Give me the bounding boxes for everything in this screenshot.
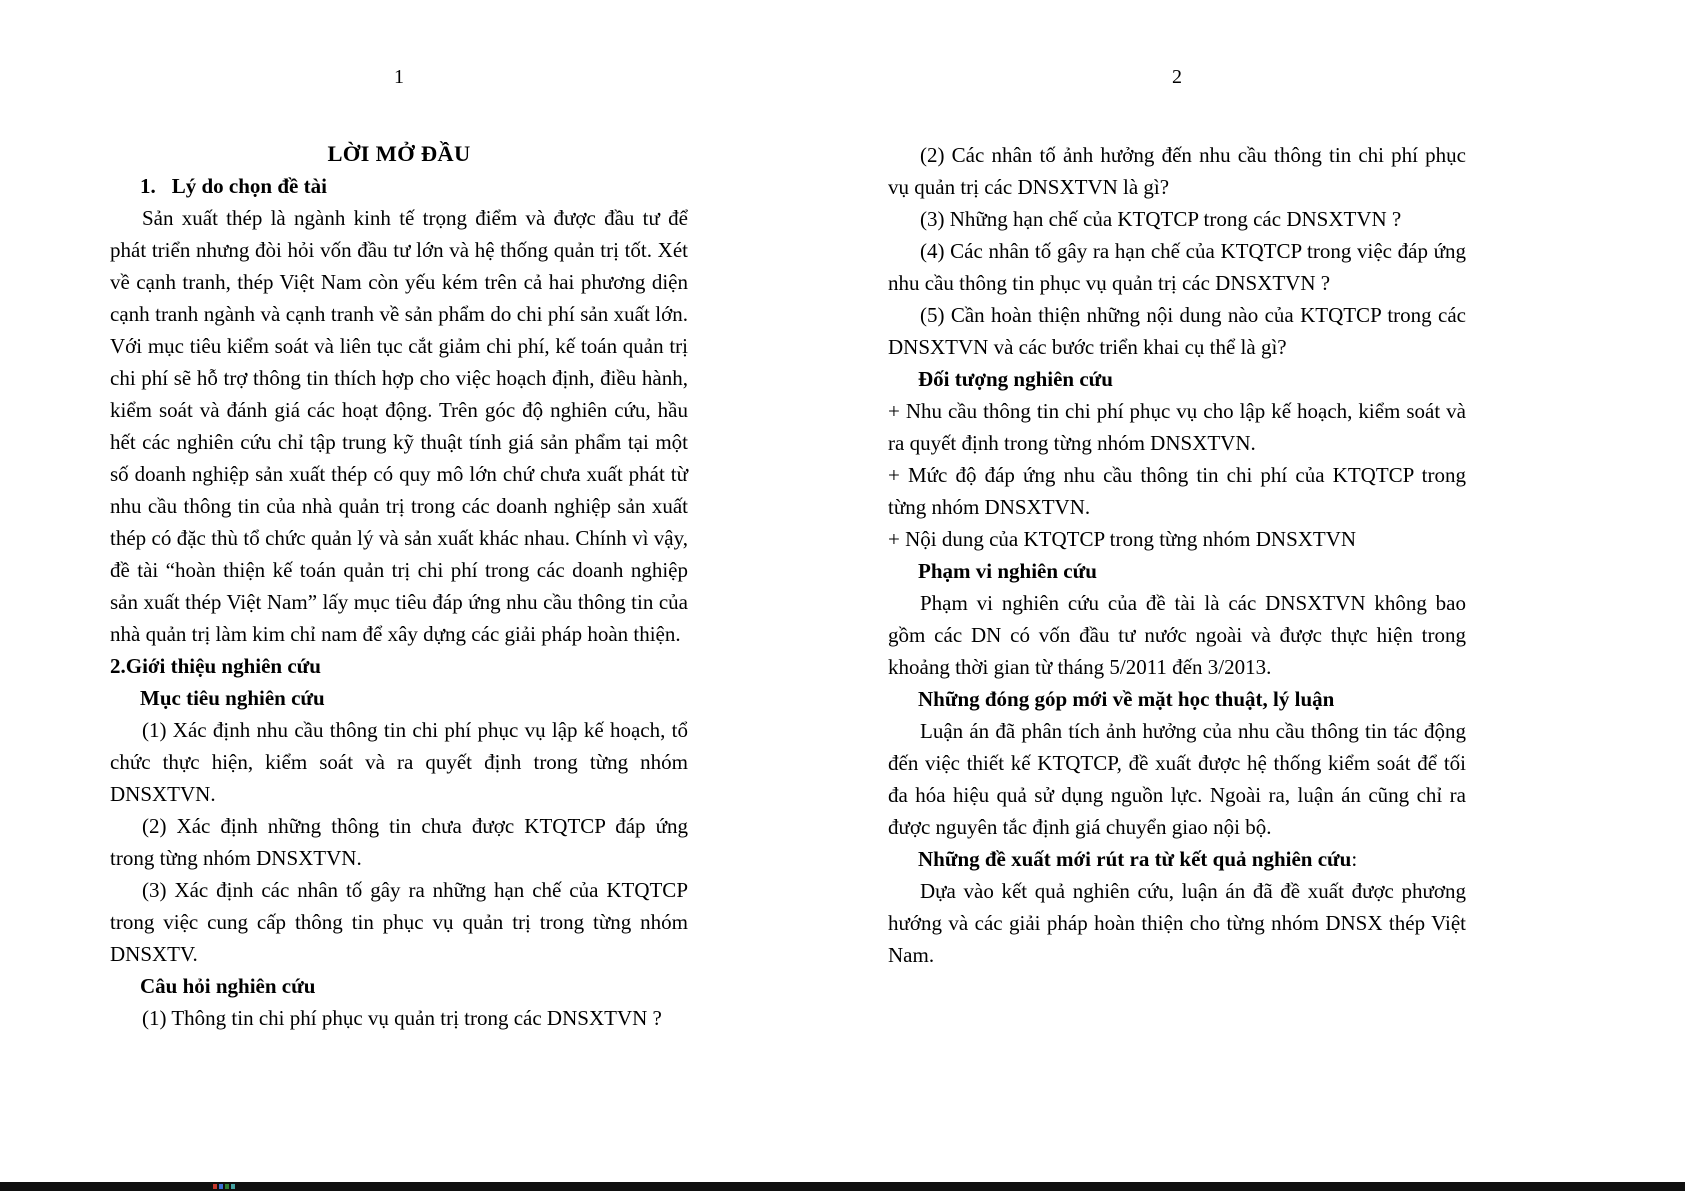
subject-item: + Mức độ đáp ứng nhu cầu thông tin chi phí của KTQTCP trong từng nhóm DNSXTVN. — [888, 463, 1466, 519]
subject-item: + Nhu cầu thông tin chi phí phục vụ cho lập kế hoạch, kiểm soát và ra quyết định trong từng nhóm DNSXTVN. — [888, 399, 1466, 455]
taskbar-dot — [219, 1184, 223, 1189]
objective-item: (3) Xác định các nhân tố gây ra những hạn chế của KTQTCP trong việc cung cấp thông tin phục vụ quản trị trong từng nhóm DNSXTV. — [110, 878, 688, 966]
intro-paragraph: Sản xuất thép là ngành kinh tế trọng điểm và được đầu tư để phát triển nhưng đòi hỏi vốn đầu tư lớn và hệ thống quản trị tốt. Xét về cạnh tranh, thép Việt Nam còn yếu kém trên cả hai phương diện cạnh tranh ngành và cạnh tranh về sản phẩm do chi phí sản xuất lớn. Với mục tiêu kiểm soát và liên tục cắt giảm chi phí, kế toán quản trị chi phí sẽ hỗ trợ thông tin thích hợp cho việc hoạch định, điều hành, kiểm soát và đánh giá các hoạt động. Trên góc độ nghiên cứu, hầu hết các nghiên cứu chỉ tập trung kỹ thuật tính giá sản phẩm tại một số doanh nghiệp sản xuất thép có quy mô lớn chứ chưa xuất phát từ nhu cầu thông tin của nhà quản trị trong các doanh nghiệp sản xuất thép có đặc thù tổ chức quản lý và sản xuất khác nhau. Chính vì vậy, đề tài “hoàn thiện kế toán quản trị chi phí trong các doanh nghiệp sản xuất thép Việt Nam” lấy mục tiêu đáp ứng nhu cầu thông tin của nhà quản trị làm kim chỉ nam để xây dựng các giải pháp hoàn thiện. — [110, 206, 688, 646]
proposals-paragraph: Dựa vào kết quả nghiên cứu, luận án đã đề xuất được phương hướng và các giải pháp hoàn thiện cho từng nhóm DNSX thép Việt Nam. — [888, 879, 1466, 967]
section-1-heading-number: 1. — [140, 174, 156, 198]
questions-heading: Câu hỏi nghiên cứu — [140, 974, 316, 998]
section-2-heading: 2.Giới thiệu nghiên cứu — [110, 654, 321, 678]
objective-item: (2) Xác định những thông tin chưa được KTQTCP đáp ứng trong từng nhóm DNSXTVN. — [110, 814, 688, 870]
document-page-1 — [110, 0, 688, 1034]
document-title: LỜI MỞ ĐẦU — [327, 141, 471, 166]
contributions-heading: Những đóng góp mới về mặt học thuật, lý luận — [918, 687, 1335, 711]
objective-item: (1) Xác định nhu cầu thông tin chi phí phục vụ lập kế hoạch, tổ chức thực hiện, kiểm soát và ra quyết định trong từng nhóm DNSXTVN. — [110, 718, 688, 806]
proposals-heading-colon: : — [1351, 847, 1358, 871]
taskbar-dot — [231, 1184, 235, 1189]
subject-item: + Nội dung của KTQTCP trong từng nhóm DNSXTVN — [888, 527, 1357, 551]
taskbar-strip[interactable] — [0, 1182, 1685, 1191]
question-item: (2) Các nhân tố ảnh hưởng đến nhu cầu thông tin chi phí phục vụ quản trị các DNSXTVN là gì? — [888, 143, 1466, 199]
subjects-heading: Đối tượng nghiên cứu — [918, 367, 1113, 391]
taskbar-dots — [213, 1184, 235, 1189]
taskbar-dot — [225, 1184, 229, 1189]
section-1-heading — [110, 170, 688, 202]
document-page-2 — [888, 0, 1466, 971]
page-1-number: 1 — [394, 66, 404, 88]
scope-paragraph: Phạm vi nghiên cứu của đề tài là các DNSXTVN không bao gồm các DN có vốn đầu tư nước ngoài và được thực hiện trong khoảng thời gian từ tháng 5/2011 đến 3/2013. — [888, 591, 1466, 679]
contributions-paragraph: Luận án đã phân tích ảnh hưởng của nhu cầu thông tin tác động đến việc thiết kế KTQTCP, đề xuất được hệ thống kiểm soát để tối đa hóa hiệu quả sử dụng nguồn lực. Ngoài ra, luận án cũng chỉ ra được nguyên tắc định giá chuyển giao nội bộ. — [888, 719, 1466, 839]
scope-heading: Phạm vi nghiên cứu — [918, 559, 1097, 583]
page-2-number: 2 — [1172, 66, 1182, 88]
question-item: (3) Những hạn chế của KTQTCP trong các DNSXTVN ? — [920, 207, 1402, 231]
taskbar-dot — [213, 1184, 217, 1189]
proposals-heading — [888, 843, 1466, 875]
question-item: (4) Các nhân tố gây ra hạn chế của KTQTCP trong việc đáp ứng nhu cầu thông tin phục vụ quản trị các DNSXTVN ? — [888, 239, 1466, 295]
section-1-heading-label: Lý do chọn đề tài — [171, 174, 327, 198]
question-item: (1) Thông tin chi phí phục vụ quản trị trong các DNSXTVN ? — [142, 1006, 662, 1030]
objectives-heading: Mục tiêu nghiên cứu — [140, 686, 325, 710]
proposals-heading-label: Những đề xuất mới rút ra từ kết quả nghiên cứu — [918, 847, 1352, 871]
question-item: (5) Cần hoàn thiện những nội dung nào của KTQTCP trong các DNSXTVN và các bước triển khai cụ thể là gì? — [888, 303, 1466, 359]
